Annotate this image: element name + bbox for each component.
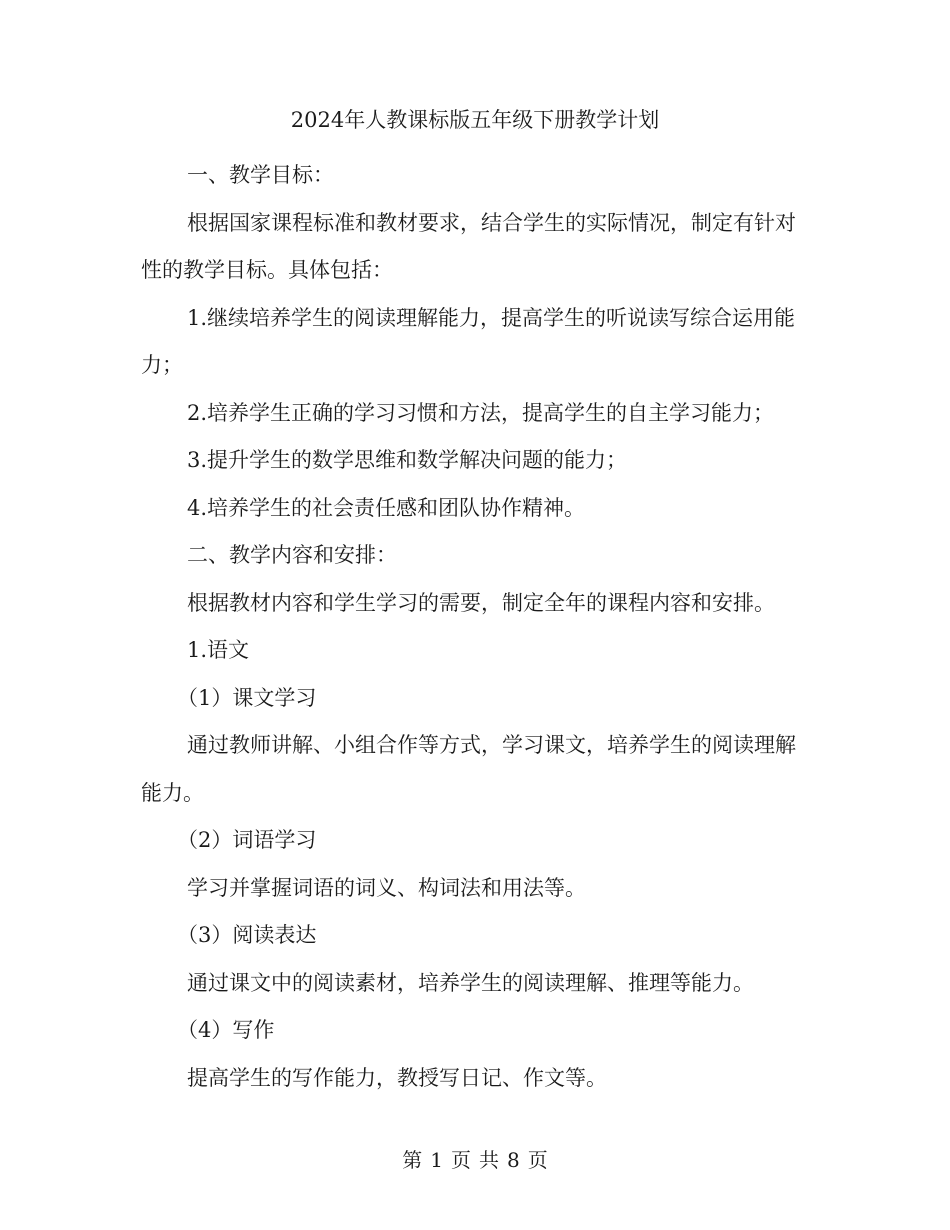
page-footer <box>0 1146 950 1174</box>
list-item: 3.提升学生的数学思维和数学解决问题的能力； <box>187 448 628 472</box>
paragraph: 通过教师讲解、小组合作等方式，学习课文，培养学生的阅读理解能力。 <box>141 733 796 805</box>
paragraph: 根据国家课程标准和教材要求，结合学生的实际情况，制定有针对性的教学目标。具体包括： <box>141 210 796 282</box>
list-item: 2.培养学生正确的学习习惯和方法，提高学生的自主学习能力； <box>187 400 775 425</box>
paragraph: 提高学生的写作能力，教授写日记、作文等。 <box>187 1065 607 1090</box>
list-item: 4.培养学生的社会责任感和团队协作精神。 <box>187 495 586 520</box>
footer-page-word: 页 <box>451 1148 471 1172</box>
footer-suffix: 页 <box>527 1148 548 1172</box>
subject-heading: 1.语文 <box>187 638 250 662</box>
current-page-number: 1 <box>430 1148 443 1172</box>
subsection-heading: （3）阅读表达 <box>177 923 317 947</box>
footer-total-word: 共 <box>479 1148 499 1172</box>
subsection-heading: （4）写作 <box>177 1018 275 1042</box>
document-body <box>141 152 801 1102</box>
subsection-heading: （1）课文学习 <box>177 685 317 710</box>
document-title: 2024年人教课标版五年级下册教学计划 <box>290 108 660 132</box>
section-heading: 二、教学内容和安排： <box>187 543 397 567</box>
paragraph: 通过课文中的阅读素材，培养学生的阅读理解、推理等能力。 <box>187 970 754 995</box>
paragraph: 学习并掌握词语的词义、构词法和用法等。 <box>187 875 586 900</box>
section-heading: 一、教学目标： <box>187 163 334 187</box>
paragraph: 根据教材内容和学生学习的需要，制定全年的课程内容和安排。 <box>187 590 775 615</box>
subsection-heading: （2）词语学习 <box>177 828 317 852</box>
footer-prefix: 第 <box>402 1148 423 1172</box>
list-item: 1.继续培养学生的阅读理解能力，提高学生的听说读写综合运用能力； <box>141 305 796 377</box>
total-page-number: 8 <box>507 1148 520 1172</box>
